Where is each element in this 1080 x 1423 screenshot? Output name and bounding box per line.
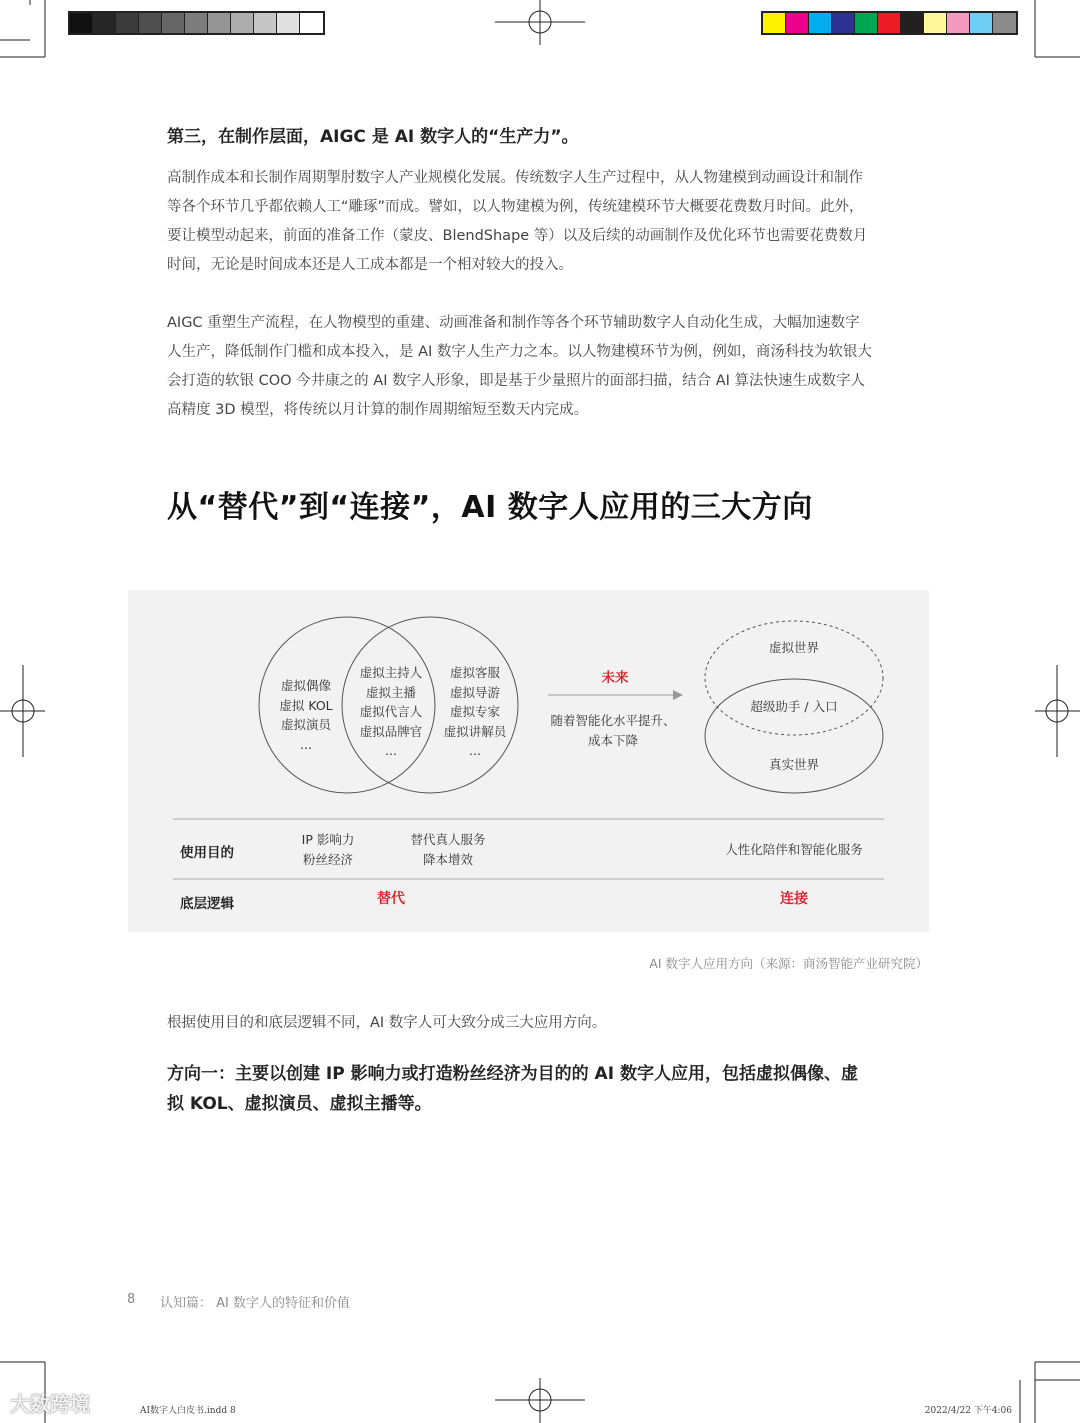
list-item: ... <box>385 743 397 758</box>
calibration-swatch <box>924 13 947 33</box>
calibration-swatch <box>901 13 924 33</box>
paragraph-1: 高制作成本和长制作周期掣肘数字人产业规模化发展。传统数字人生产过程中，从人物建模到动画设计和制作等各个环节几乎都依赖人工“雕琢”而成。譬如，以人物建模为例，传统建模环节大概要花费数月时间。此外，要让模型动起来，前面的准备工作（蒙皮、BlendShape 等）以及后续的动画制作及优化环节也需要花费数月时间，无论是时间成本还是人工成本都是一个相对较大的投入。 <box>167 170 868 273</box>
application-direction-diagram <box>128 590 929 932</box>
chapter-label: 认知篇： AI 数字人的特征和价值 <box>160 1296 350 1311</box>
arrow-caption-line: 随着智能化水平提升、 <box>550 713 676 728</box>
color-bar <box>761 11 1018 35</box>
indd-slug-file: AI数字人白皮书.indd 8 <box>140 1406 236 1416</box>
calibration-swatch <box>970 13 993 33</box>
future-arrow-head <box>673 690 683 700</box>
direction-one-heading: 方向一：主要以创建 IP 影响力或打造粉丝经济为目的的 AI 数字人应用，包括虚拟偶像、虚拟 KOL、虚拟演员、虚拟主播等。 <box>167 1064 858 1114</box>
list-item: 虚拟演员 <box>280 717 331 732</box>
list-item: 虚拟讲解员 <box>443 723 507 739</box>
logic-replace: 替代 <box>377 891 405 907</box>
calibration-swatch <box>185 13 208 33</box>
purpose-line: 替代真人服务 <box>410 832 486 847</box>
calibration-swatch <box>208 13 231 33</box>
arrow-caption <box>543 711 683 750</box>
list-item: 虚拟 KOL <box>279 697 333 713</box>
row-label-logic: 底层逻辑 <box>180 896 234 912</box>
section-heading: 第三，在制作层面，AIGC 是 AI 数字人的“生产力”。 <box>167 127 579 147</box>
list-item: ... <box>469 743 481 758</box>
indd-slug-datetime: 2022/4/22 下午4:06 <box>924 1406 1012 1416</box>
calibration-swatch <box>162 13 185 33</box>
calibration-swatch <box>277 13 300 33</box>
list-item: 虚拟品牌官 <box>359 723 423 739</box>
calibration-swatch <box>93 13 116 33</box>
row-label-purpose: 使用目的 <box>180 845 234 861</box>
calibration-swatch <box>786 13 809 33</box>
calibration-swatch <box>763 13 786 33</box>
logic-connect: 连接 <box>780 891 808 907</box>
watermark-logo: 大数跨境 <box>10 1392 90 1416</box>
purpose-col-2 <box>393 830 503 869</box>
page-number: 8 <box>127 1292 136 1307</box>
calibration-swatch <box>139 13 162 33</box>
list-item: 虚拟代言人 <box>359 704 423 719</box>
purpose-line: 粉丝经济 <box>302 851 353 867</box>
calibration-swatch <box>70 13 93 33</box>
calibration-swatch <box>254 13 277 33</box>
paragraph-2: AIGC 重塑生产流程，在人物模型的重建、动画准备和制作等各个环节辅助数字人自动化生成，大幅加速数字人生产，降低制作门槛和成本投入，是 AI 数字人生产力之本。以人物建模环节为例，例如，商汤科技为软银大会打造的软银 COO 今井康之的 AI 数字人形象，即是基于少量照片的面部扫描，结合 AI 算法快速生成数字人高精度 3D 模型，将传统以月计算的制作周期缩短至数天内完成。 <box>167 315 872 418</box>
calibration-swatch <box>300 13 323 33</box>
overlap-list <box>350 663 432 761</box>
left-circle-list <box>266 676 346 754</box>
list-item: 虚拟客服 <box>449 665 500 680</box>
purpose-col-1 <box>288 830 368 869</box>
list-item: ... <box>300 736 312 752</box>
purpose-line: IP 影响力 <box>301 832 355 847</box>
list-item: 虚拟专家 <box>449 704 500 719</box>
figure-caption: AI 数字人应用方向（来源：商汤智能产业研究院） <box>649 956 928 971</box>
future-label: 未来 <box>601 670 629 686</box>
calibration-swatch <box>947 13 970 33</box>
right-circle-list <box>434 663 516 761</box>
list-item: 虚拟主播 <box>365 684 416 700</box>
calibration-swatch <box>855 13 878 33</box>
purpose-col-3: 人性化陪伴和智能化服务 <box>725 842 863 857</box>
grayscale-bar <box>68 11 325 35</box>
calibration-swatch <box>231 13 254 33</box>
real-world-label: 真实世界 <box>768 757 819 772</box>
purpose-line: 降本增效 <box>422 851 473 867</box>
virtual-world-label: 虚拟世界 <box>768 640 819 655</box>
super-assistant-label: 超级助手 / 入口 <box>750 699 838 714</box>
list-item: 虚拟主持人 <box>359 665 423 680</box>
calibration-swatch <box>878 13 901 33</box>
section-title: 从“替代”到“连接”，AI 数字人应用的三大方向 <box>167 490 813 525</box>
calibration-swatch <box>809 13 832 33</box>
summary-paragraph: 根据使用目的和底层逻辑不同，AI 数字人可大致分成三大应用方向。 <box>167 1015 607 1031</box>
list-item: 虚拟偶像 <box>280 678 331 693</box>
calibration-swatch <box>832 13 855 33</box>
calibration-swatch <box>993 13 1016 33</box>
list-item: 虚拟导游 <box>449 684 500 700</box>
arrow-caption-line: 成本下降 <box>587 732 638 748</box>
calibration-swatch <box>116 13 139 33</box>
